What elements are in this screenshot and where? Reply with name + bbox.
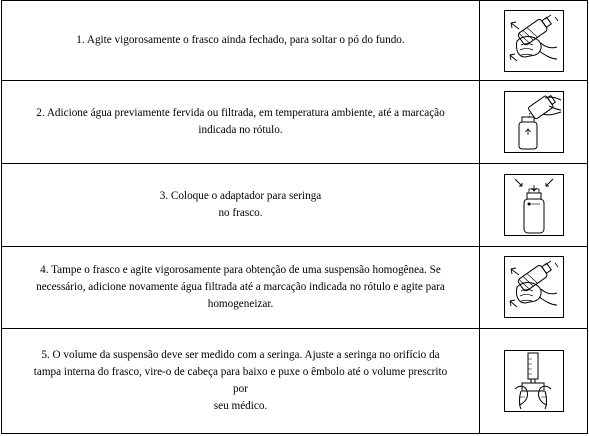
step-5-line-4: seu médico. [213, 399, 268, 412]
step-row-4 [2, 246, 588, 328]
step-row-2 [2, 81, 588, 164]
step-4-text [2, 246, 480, 328]
step-5-text [2, 328, 480, 433]
step-5-line-3: por [233, 382, 248, 395]
step-1-line-1: 1. Agite vigorosamente o frasco ainda fechado, para soltar o pó do fundo. [76, 34, 405, 47]
step-4-line-1: 4. Tampe o frasco e agite vigorosamente para obtenção de uma suspensão homogênea. Se [40, 263, 441, 276]
step-4-line-2: necessário, adicione novamente água filtrada até a marcação indicada no rótulo e agite para [36, 280, 445, 293]
step-3-illustration-cell [480, 164, 588, 246]
step-1-illustration-cell [480, 1, 588, 81]
step-5-line-2: tampa interna do frasco, vire-o de cabeça para baixo e puxe o êmbolo até o volume prescrito [33, 365, 448, 378]
step-row-5 [2, 328, 588, 433]
syringe-adapter-icon [504, 174, 564, 236]
step-row-1 [2, 1, 588, 81]
step-2-line-2: indicada no rótulo. [198, 124, 283, 137]
instructions-table [1, 0, 588, 434]
step-row-3 [2, 164, 588, 246]
shake-bottle-icon [504, 256, 564, 318]
step-5-illustration-cell [480, 328, 588, 433]
inverted-syringe-icon [504, 350, 564, 412]
step-3-line-1: 3. Coloque o adaptador para seringa [159, 189, 322, 202]
pour-water-icon [504, 91, 564, 153]
step-5-line-1: 5. O volume da suspensão deve ser medido com a seringa. Ajuste a seringa no orifício da [41, 348, 440, 361]
step-4-line-3: homogeneizar. [207, 297, 274, 310]
step-1-text [2, 1, 480, 81]
step-2-line-1: 2. Adicione água previamente fervida ou filtrada, em temperatura ambiente, até a marcação [36, 107, 445, 120]
step-3-line-2: no frasco. [218, 206, 263, 219]
step-4-illustration-cell [480, 246, 588, 328]
step-2-illustration-cell [480, 81, 588, 164]
step-3-text [2, 164, 480, 246]
shake-bottle-icon [504, 10, 564, 72]
step-2-text [2, 81, 480, 164]
